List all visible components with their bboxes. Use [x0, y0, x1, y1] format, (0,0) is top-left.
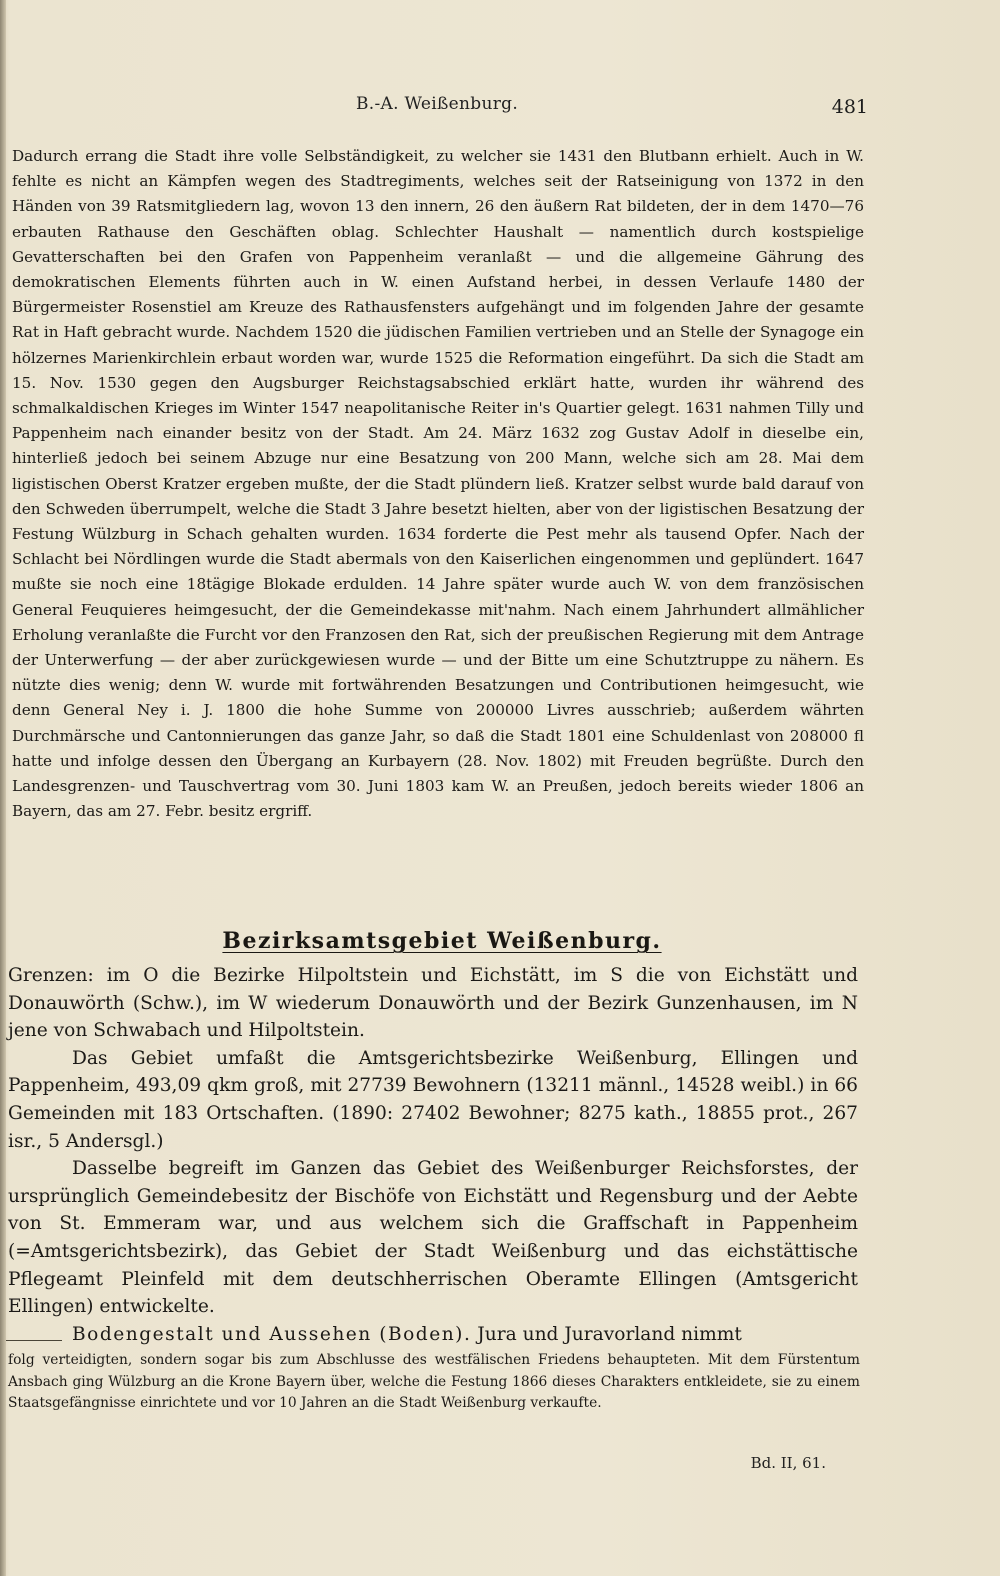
boundaries-label: Grenzen:: [8, 965, 94, 986]
boundaries-text: im O die Bezirke Hilpoltstein und Eichstätt, im S die von Eichstätt und Donauwörth (Schw.), im W wiederum Donauwörth und der Bezirk Gunzenhausen, im N jene von Schwabach und Hilpoltstein.: [8, 965, 858, 1042]
main-text-block: [12, 144, 864, 824]
signature-mark: Bd. II, 61.: [750, 1454, 826, 1472]
area-paragraph: Das Gebiet umfaßt die Amtsgerichtsbezirke Weißenburg, Ellingen und Pappenheim, 493,09 qkm groß, mit 27739 Bewohnern (13211 männl., 14528 weibl.) in 66 Gemeinden mit 183 Ortschaften. (1890: 27402 Bewohner; 8275 kath., 18855 prot., 267 isr., 5 Andersgl.): [8, 1047, 858, 1152]
extent-paragraph: Dasselbe begreift im Ganzen das Gebiet des Weißenburger Reichsforstes, der ursprünglich Gemeindebesitz der Bischöfe von Eichstätt und Regensburg und der Aebte von St. Emmeram war, und aus welchem sich die Graffschaft in Pappenheim (=Amtsgerichtsbezirk), das Gebiet der Stadt Weißenburg und das eichstättische Pflegeamt Pleinfeld mit dem deutschherrischen Oberamte Ellingen (Amtsgericht Ellingen) entwickelte.: [8, 1158, 858, 1318]
running-head: B.-A. Weißenburg.: [356, 94, 519, 114]
terrain-text: Jura und Juravorland nimmt: [477, 1323, 742, 1345]
footnote-divider: [6, 1340, 62, 1341]
footnotes-block: [8, 1350, 860, 1415]
terrain-label: Bodengestalt und Aussehen (Boden).: [72, 1323, 472, 1345]
section-heading: Bezirksamtsgebiet Weißenburg.: [222, 928, 662, 954]
section-text-block: [8, 962, 858, 1348]
terrain-paragraph: [8, 1321, 858, 1349]
footnote-text: folg verteidigten, sondern sogar bis zum Abschlusse des westfälischen Friedens behaupteten. Mit dem Fürstentum Ansbach ging Wülzburg an die Krone Bayern über, welche die Festung 1866 dieses Charakters entkleidete, sie zu einem Staatsgefängnisse einrichtete und vor 10 Jahren an die Stadt Weißenburg verkaufte.: [8, 1352, 860, 1412]
history-paragraph: Dadurch errang die Stadt ihre volle Selbständigkeit, zu welcher sie 1431 den Blutbann erhielt. Auch in W. fehlte es nicht an Kämpfen wegen des Stadtregiments, welches seit der Ratseinigung von 1372 in den Händen von 39 Ratsmitgliedern lag, wovon 13 den innern, 26 den äußern Rat bildeten, der in dem 1470—76 erbauten Rathause den Geschäften oblag. Schlechter Haushalt — namentlich durch kostspielige Gevatterschaften bei den Grafen von Pappenheim veranlaßt — und die allgemeine Gährung des demokratischen Elements führten auch in W. einen Aufstand herbei, in dessen Verlaufe 1480 der Bürgermeister Rosenstiel am Kreuze des Rathausfensters aufgehängt und im folgenden Jahre der gesamte Rat in Haft gebracht wurde. Nachdem 1520 die jüdischen Familien vertrieben und an Stelle der Synagoge ein hölzernes Marienkirchlein erbaut worden war, wurde 1525 die Reformation eingeführt. Da sich die Stadt am 15. Nov. 1530 gegen den Augsburger Reichstagsabschied erklärt hatte, wurden ihr während des schmalkaldischen Krieges im Winter 1547 neapolitanische Reiter in's Quartier gelegt. 1631 nahmen Tilly und Pappenheim nach einander besitz von der Stadt. Am 24. März 1632 zog Gustav Adolf in dieselbe ein, hinterließ jedoch bei seinem Abzuge nur eine Besatzung von 200 Mann, welche sich am 28. Mai dem ligistischen Oberst Kratzer ergeben mußte, der die Stadt plündern ließ. Kratzer selbst wurde bald darauf von den Schweden überrumpelt, welche die Stadt 3 Jahre besetzt hielten, aber von der ligistischen Besatzung der Festung Wülzburg in Schach gehalten wurden. 1634 forderte die Pest mehr als tausend Opfer. Nach der Schlacht bei Nördlingen wurde die Stadt abermals von den Kaiserlichen eingenommen und geplündert. 1647 mußte sie noch eine 18tägige Blokade erdulden. 14 Jahre später wurde auch W. von dem französischen General Feuquieres heimgesucht, der die Gemeindekasse mit'nahm. Nach einem Jahrhundert allmählicher Erholung veranlaßte die Furcht vor den Franzosen den Rat, sich der preußischen Regierung mit dem Antrage der Unterwerfung — der aber zurückgewiesen wurde — und der Bitte um eine Schutztruppe zu nähern. Es nützte dies wenig; denn W. wurde mit fortwährenden Besatzungen und Contributionen heimgesucht, wie denn General Ney i. J. 1800 die hohe Summe von 200000 Livres ausschrieb; außerdem währten Durchmärsche und Cantonnierungen das ganze Jahr, so daß die Stadt 1801 eine Schuldenlast von 208000 fl hatte und infolge dessen den Übergang an Kurbayern (28. Nov. 1802) mit Freuden begrüßte. Durch den Landesgrenzen- und Tauschvertrag vom 30. Juni 1803 kam W. an Preußen, jedoch bereits wieder 1806 an Bayern, das am 27. Febr. besitz ergriff.: [12, 147, 864, 821]
boundaries-paragraph: [8, 962, 858, 1045]
page-number: 481: [831, 96, 868, 118]
